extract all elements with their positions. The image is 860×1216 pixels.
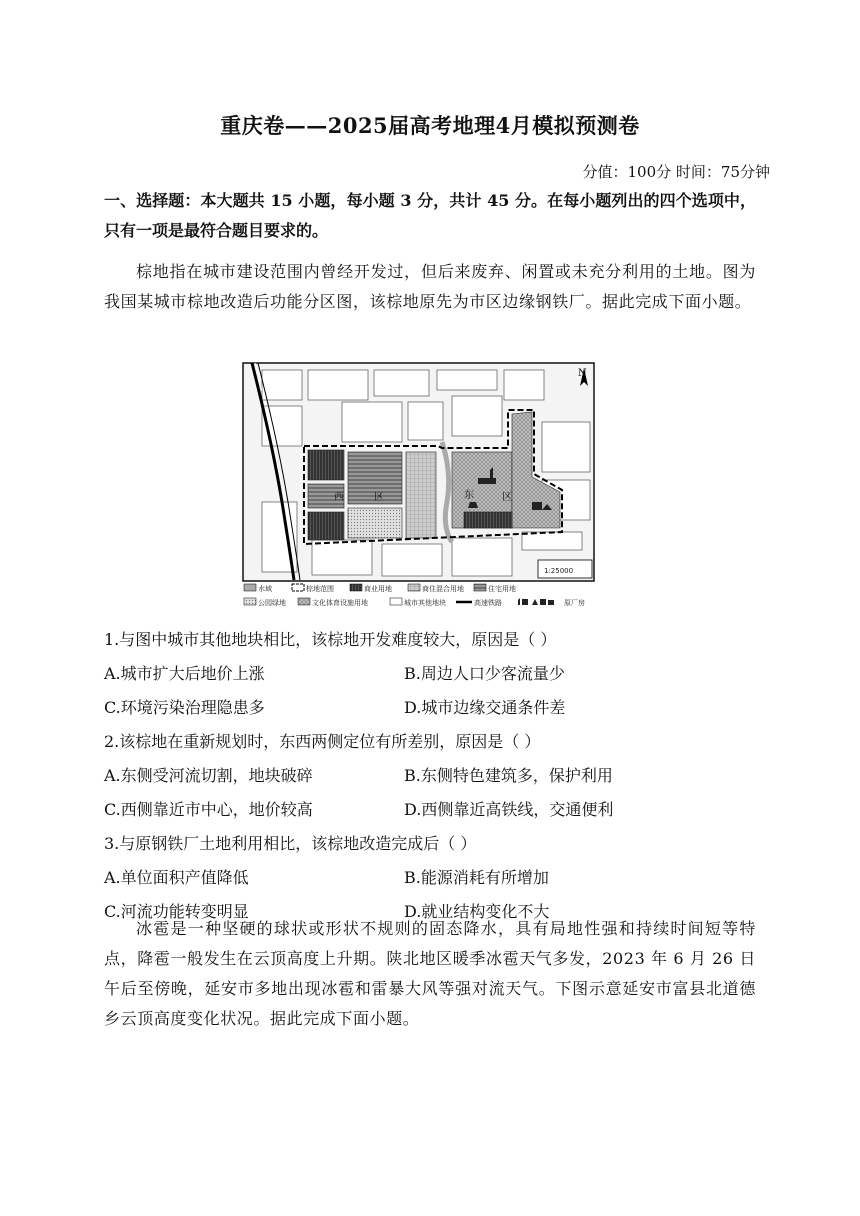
- legend-other-plots: 城市其他地块: [404, 599, 446, 607]
- exam-title: 重庆卷——2025届高考地理4月模拟预测卷: [220, 113, 640, 138]
- map-scale: 1:25000: [544, 567, 574, 575]
- legend-commercial: 商业用地: [364, 585, 392, 593]
- west-zone-label-2: 区: [374, 492, 384, 503]
- question-2-option-a: A.东侧受河流切割，地块破碎: [104, 766, 313, 785]
- question-3-option-d: D.就业结构变化不大: [404, 902, 550, 921]
- question-3-option-c: C.河流功能转变明显: [104, 902, 249, 921]
- question-3-stem: 3.与原钢铁厂土地利用相比，该棕地改造完成后（ ）: [104, 834, 477, 853]
- question-2-option-b: B.东侧特色建筑多，保护利用: [404, 766, 613, 785]
- question-1-option-b: B.周边人口少客流量少: [404, 664, 565, 683]
- factory-icon: [512, 598, 554, 605]
- question-2-option-c: C.西侧靠近市中心，地价较高: [104, 800, 313, 819]
- passage-brownfield: 棕地指在城市建设范围内曾经开发过，但后来废弃、闲置或未充分利用的土地。图为我国某城市棕地改造后功能分区图，该棕地原先为市区边缘钢铁厂。据此完成下面小题。: [104, 262, 756, 311]
- legend-culture: 文化体育设施用地: [312, 599, 368, 607]
- question-3-option-b: B.能源消耗有所增加: [404, 868, 549, 887]
- legend-brownfield: 棕地范围: [306, 585, 334, 593]
- legend-railway: 高速铁路: [474, 599, 502, 607]
- map-legend: [244, 584, 585, 607]
- legend-residential: 住宅用地: [488, 585, 516, 593]
- east-zone-label-2: 区: [502, 492, 512, 503]
- legend-park: 公园绿地: [258, 599, 286, 607]
- east-zone-label-1: 东: [464, 490, 474, 501]
- legend-old-factory: 原厂房: [564, 599, 585, 607]
- question-1-option-d: D.城市边缘交通条件差: [404, 698, 566, 717]
- west-zone-label-1: 西: [334, 492, 344, 503]
- question-2-option-d: D.西侧靠近高铁线，交通便利: [404, 800, 614, 819]
- svg-text:N: N: [578, 368, 587, 379]
- question-1-option-c: C.环境污染治理隐患多: [104, 698, 265, 717]
- brownfield-zoning-map: [242, 362, 627, 610]
- question-2-stem: 2.该棕地在重新规划时，东西两侧定位有所差别，原因是（ ）: [104, 732, 541, 751]
- question-3-option-a: A.单位面积产值降低: [104, 868, 249, 887]
- section-heading: 一、选择题：本大题共 15 小题，每小题 3 分，共计 45 分。在每小题列出的四个选项中，只有一项是最符合题目要求的。: [104, 191, 756, 240]
- question-1-stem: 1.与图中城市其他地块相比，该棕地开发难度较大，原因是（ ）: [104, 630, 557, 649]
- legend-mixed: 商住混合用地: [422, 585, 464, 593]
- legend-water: 水域: [258, 585, 272, 593]
- passage-hail: 冰雹是一种坚硬的球状或形状不规则的固态降水，具有局地性强和持续时间短等特点，降雹一般发生在云顶高度上升期。陕北地区暖季冰雹天气多发，2023 年 6 月 26 日午后至傍晚，延安市多地出现冰雹和雷暴大风等强对流天气。下图示意延安市富县北道德乡云顶高度变化状况。据此完成下面小题。: [104, 919, 756, 1028]
- question-1-option-a: A.城市扩大后地价上涨: [104, 664, 265, 683]
- score-time-info: 分值：100分 时间：75分钟: [582, 163, 770, 181]
